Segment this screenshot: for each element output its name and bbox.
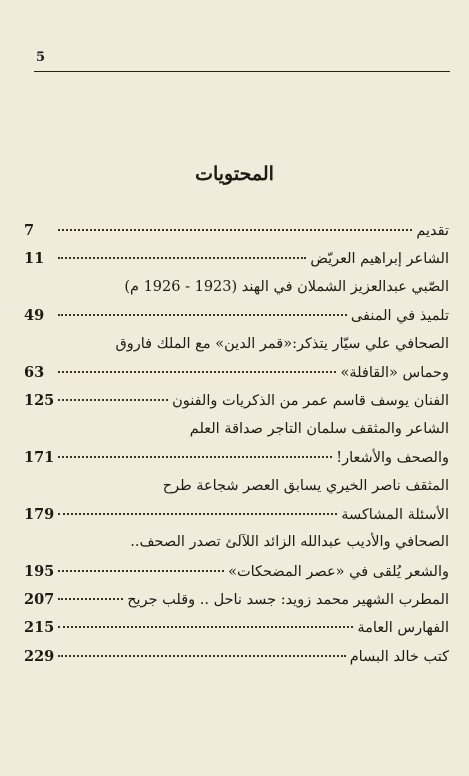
toc-entry-title: الصحافي علي سيّار يتذكر:«قمر الدين» مع الملك فاروق [115, 335, 449, 352]
toc-entry [24, 307, 449, 335]
toc-entry [24, 534, 449, 562]
toc-entry-page: 179 [24, 505, 55, 523]
toc-entry-title: تلميذ في المنفى [350, 308, 449, 325]
toc-entry-title: والشعر يُلقى في «عصر المضحكات» [228, 563, 449, 580]
toc-entry [24, 392, 449, 420]
dot-leader [58, 598, 123, 600]
dot-leader [58, 257, 306, 259]
toc-entry [24, 336, 449, 364]
dot-leader [58, 399, 168, 401]
toc-entry [24, 506, 449, 534]
toc-entry [24, 222, 449, 250]
toc-entry-page: 125 [24, 392, 55, 410]
dot-leader [58, 229, 412, 231]
toc-entry-title: والصحف والأشعار! [336, 450, 449, 467]
toc-entry [24, 279, 449, 307]
toc-entry-title: الصّبي عبدالعزيز الشملان في الهند (1923 - 1926 م) [124, 278, 449, 295]
toc-entry [24, 619, 449, 647]
toc-entry-title: الشاعر إبراهيم العريّض [310, 251, 449, 268]
toc-entry-title: الفنان يوسف قاسم عمر من الذكريات والفنون [172, 393, 449, 410]
dot-leader [58, 314, 347, 316]
toc-entry-page: 11 [24, 250, 45, 268]
toc-entry-title: المثقف ناصر الخيري يسابق العصر شجاعة طرح [162, 477, 449, 494]
toc-entry-page: 229 [24, 647, 55, 665]
dot-leader [58, 371, 336, 373]
toc-entry-title: الصحافي والأديب عبدالله الزائد اللآلئ تصدر الصحف.. [130, 534, 449, 551]
dot-leader [58, 570, 224, 572]
toc-entry-page: 49 [24, 307, 45, 325]
toc-entry-page: 63 [24, 363, 45, 381]
toc-entry [24, 449, 449, 477]
toc-entry-page: 215 [24, 619, 55, 637]
dot-leader [58, 513, 337, 515]
toc-entry-title: الأسئلة المشاكسة [341, 506, 449, 523]
toc-entry [24, 591, 449, 619]
dot-leader [58, 456, 332, 458]
toc-entry-title: تقديم [416, 223, 449, 239]
toc-entry [24, 648, 449, 676]
toc-entry-page: 195 [24, 562, 55, 580]
dot-leader [58, 655, 345, 657]
toc-entry-title: المطرب الشهير محمد زويد: جسد ناحل .. وقلب جريح [127, 592, 449, 609]
toc-entry-title: وحماس «القافلة» [340, 364, 449, 381]
toc-entry [24, 421, 449, 449]
toc-entry-page: 171 [24, 449, 55, 467]
toc-entry-page: 207 [24, 591, 55, 609]
toc-entry-title: الشاعر والمثقف سلمان التاجر صداقة العلم [189, 420, 449, 437]
toc-entry [24, 364, 449, 392]
toc-entry-page: 7 [24, 222, 35, 239]
table-of-contents [24, 222, 449, 676]
dot-leader [58, 626, 353, 628]
toc-entry-title: الفهارس العامة [357, 620, 449, 637]
header-rule [34, 71, 450, 72]
toc-entry [24, 563, 449, 591]
toc-entry [24, 478, 449, 506]
toc-entry [24, 250, 449, 278]
toc-entry-title: كتب خالد البسام [349, 648, 449, 665]
page-number: 5 [36, 50, 46, 65]
page-title: المحتويات [195, 163, 274, 185]
